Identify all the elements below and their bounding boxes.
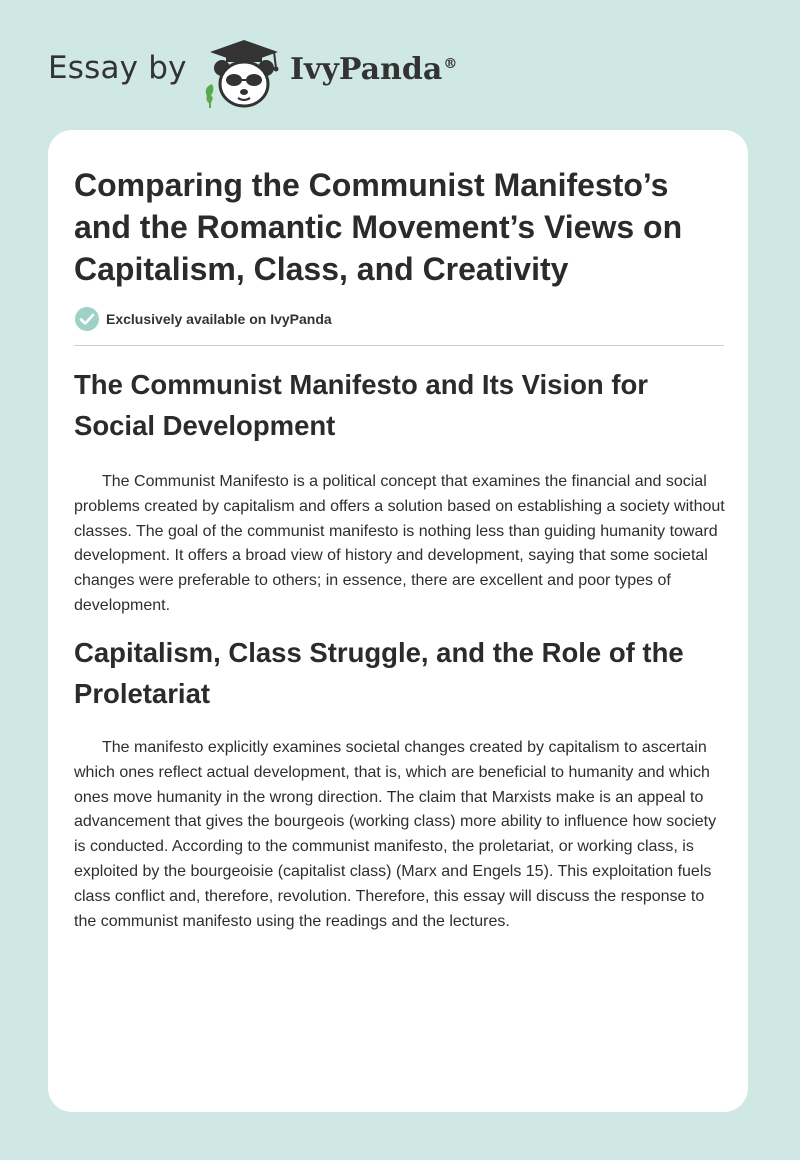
section-paragraph: The manifesto explicitly examines societal changes created by capitalism to ascertain which ones reflect actual development, that is, which are beneficial to humanity and which ones move humanity in the wrong direction. The claim that Marxists make is an appeal to advancement that gives the bourgeois (working class) more ability to influence how society is conducted. According to the communist manifesto, the proletariat, or working class, is exploited by the bourgeoisie (capitalist class) (Marx and Engels 15). This exploitation fuels class conflict and, therefore, revolution. Therefore, this essay will discuss the response to the communist manifesto using the readings and the lectures. (74, 739, 717, 930)
registered-mark: ® (443, 56, 458, 72)
check-circle-icon (74, 306, 100, 332)
section-heading: The Communist Manifesto and Its Vision for Social Development (74, 369, 648, 441)
panda-graduate-icon (200, 38, 286, 110)
brand-name (290, 52, 457, 87)
essay-card (48, 130, 748, 1112)
page-title: Comparing the Communist Manifesto’s and the Romantic Movement’s Views on Capitalism, Class, and Creativity (74, 167, 683, 287)
essay-by-label: Essay by (48, 50, 187, 86)
brand-text: IvyPanda (290, 52, 443, 87)
exclusive-badge (74, 306, 332, 332)
section-heading: Capitalism, Class Struggle, and the Role of the Proletariat (74, 637, 684, 709)
section-paragraph: The Communist Manifesto is a political concept that examines the financial and social problems created by capitalism and offers a solution based on establishing a society without classes. The goal of the communist manifesto is nothing less than guiding humanity toward development. It offers a broad view of history and development, saying that some societal changes were preferable to others; in essence, there are excellent and poor types of development. (74, 473, 725, 614)
divider (74, 345, 724, 346)
exclusive-badge-label: Exclusively available on IvyPanda (106, 311, 332, 327)
site-header (0, 0, 800, 130)
